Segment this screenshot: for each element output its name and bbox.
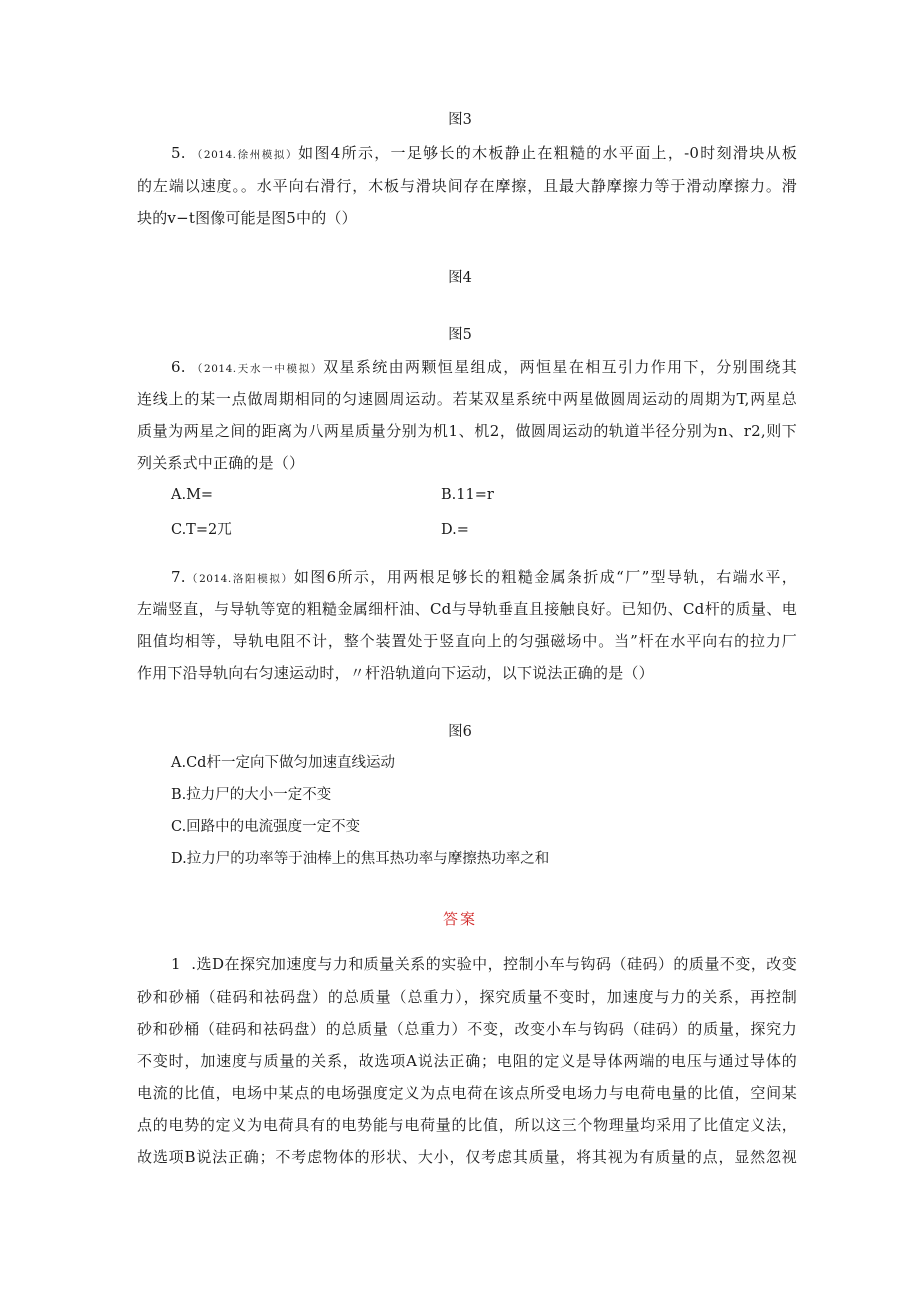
question-5-text-1: 如图4所示，一足够长的木板静止在粗糙的水平面上，-0时刻滑块从板 — [298, 144, 798, 162]
question-7-text-1: 如图6所示，用两根足够长的粗糙金属条折成“厂”型导轨，右端水平， — [293, 568, 797, 586]
answer-1-line-5: 电流的比值，电场中某点的电场强度定义为点电荷在该点所受电场力与电荷电量的比值，空间某 — [137, 1084, 797, 1102]
question-6-number: 6. — [171, 358, 186, 376]
answer-1-line-6: 点的电势的定义为电荷具有的电势能与电荷量的比值，所以这三个物理量均采用了比值定义法， — [137, 1116, 797, 1134]
answer-1-number: 1 — [171, 955, 181, 973]
question-6-option-b: B.11=r — [441, 487, 494, 503]
question-7-line-1 — [171, 566, 797, 590]
question-7-line-2: 左端竖直，与导轨等宽的粗糙金属细杆油、Cd与导轨垂直且接触良好。已知仍、Cd杆的质量、电 — [137, 600, 797, 618]
question-7-option-b: B.拉力尸的大小一定不变 — [171, 787, 332, 803]
question-5-line-1 — [171, 142, 797, 166]
figure-6-caption: 图6 — [448, 724, 472, 740]
answer-1-text-1: .选D在探究加速度与力和质量关系的实验中，控制小车与钩码（硅码）的质量不变，改变 — [191, 955, 797, 973]
question-6-text-1: 双星系统由两颗恒星组成，两恒星在相互引力作用下，分别围绕其 — [323, 358, 797, 376]
answer-1-line-2: 砂和砂桶（硅码和祛码盘）的总质量（总重力），探究质量不变时，加速度与力的关系，再控制 — [137, 988, 797, 1006]
question-6-option-a: A.M= — [171, 487, 214, 503]
question-7-line-4: 作用下沿导轨向右匀速运动时，〃杆沿轨道向下运动，以下说法正确的是（） — [137, 664, 654, 682]
question-7-source: （2014.洛阳模拟） — [185, 573, 294, 585]
answer-1-line-4: 不变时，加速度与质量的关系，故选项A说法正确；电阻的定义是导体两端的电压与通过导体的 — [137, 1052, 797, 1070]
question-6-line-4: 列关系式中正确的是（） — [137, 454, 305, 472]
question-5-number: 5. — [171, 144, 186, 162]
question-6-line-3: 质量为两星之间的距离为八两星质量分别为机1、机2，做圆周运动的轨道半径分别为n、r2,则下 — [137, 422, 797, 440]
question-6-source: （2014.天水一中模拟） — [191, 363, 324, 375]
question-7-option-c: C.回路中的电流强度一定不变 — [171, 819, 361, 835]
question-7-option-a: A.Cd杆一定向下做匀加速直线运动 — [171, 755, 395, 771]
figure-4-caption: 图4 — [448, 270, 472, 286]
question-6-line-1 — [171, 356, 797, 380]
answers-heading: 答案 — [442, 910, 477, 928]
answer-1-line-3: 砂和砂桶（硅码和祛码盘）的总质量（总重力）不变，改变小车与钩码（硅码）的质量，探究力 — [137, 1020, 797, 1038]
question-7-line-3: 阻值均相等，导轨电阻不计，整个装置处于竖直向上的匀强磁场中。当”杆在水平向右的拉力厂 — [137, 632, 797, 650]
answer-1-line-1 — [171, 953, 797, 975]
question-6-option-d: D.= — [441, 522, 469, 538]
answer-1-line-7: 故选项B说法正确；不考虑物体的形状、大小，仅考虑其质量，将其视为有质量的点，显然忽视 — [137, 1148, 797, 1166]
question-6-line-2: 连线上的某一点做周期相同的匀速圆周运动。若某双星系统中两星做圆周运动的周期为T,两星总 — [137, 390, 797, 408]
question-6-option-c: C.T=2兀 — [171, 522, 232, 538]
question-5-line-2: 的左端以速度。。水平向右滑行，木板与滑块间存在摩擦，且最大静摩擦力等于滑动摩擦力。滑 — [137, 177, 797, 195]
figure-5-caption: 图5 — [448, 327, 472, 343]
question-7-number: 7. — [171, 568, 186, 586]
question-7-option-d: D.拉力尸的功率等于油棒上的焦耳热功率与摩擦热功率之和 — [171, 851, 550, 867]
figure-3-caption: 图3 — [448, 112, 472, 128]
question-5-line-3: 块的v−t图像可能是图5中的（） — [137, 209, 357, 227]
question-5-source: （2014.徐州模拟） — [191, 149, 299, 161]
